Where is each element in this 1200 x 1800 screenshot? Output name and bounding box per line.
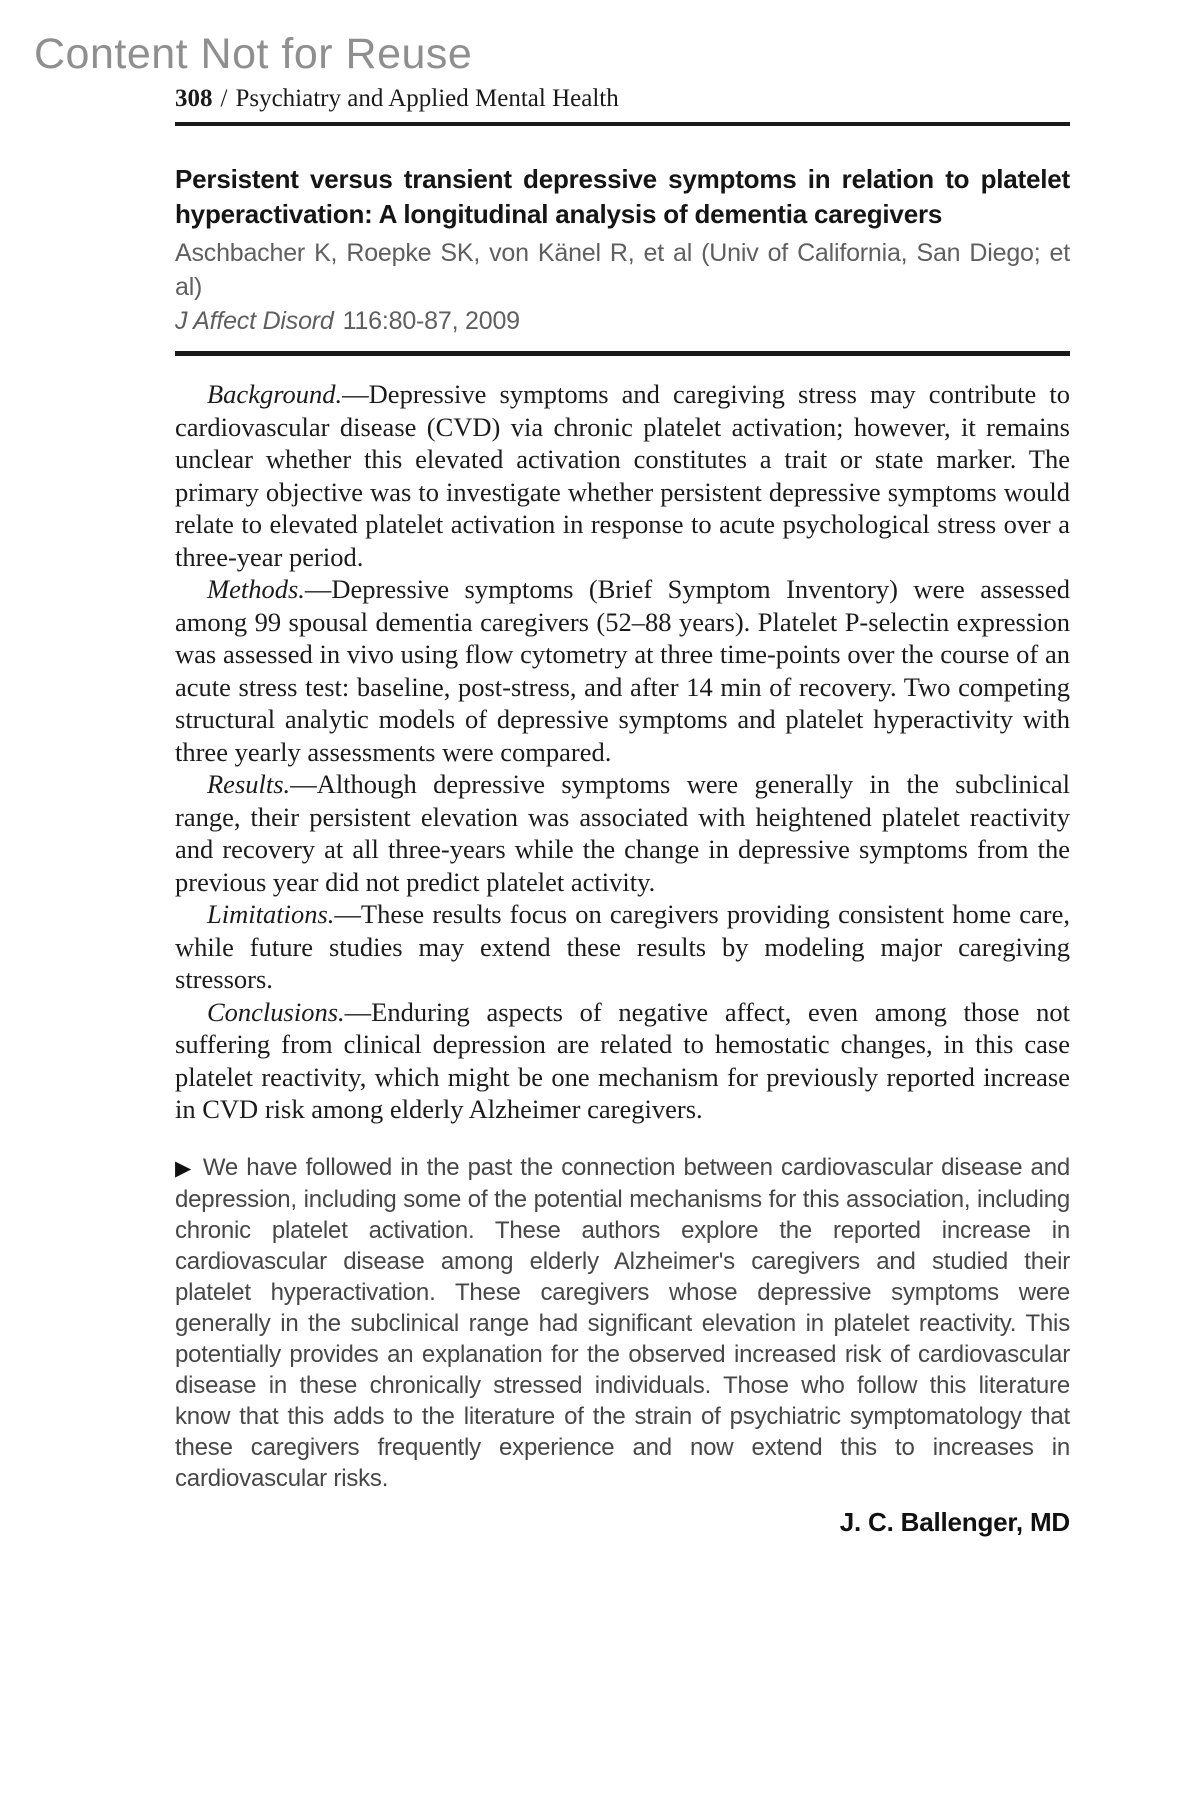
commentary-text: We have followed in the past the connection between cardiovascular disease and depression, including some of the potential mechanisms for this association, including chronic platelet activation. These authors explore the reported increase in cardiovascular disease among elderly Alzheimer's caregivers and studied their platelet hyperactivation. These caregivers whose depressive symptoms were generally in the subclinical range had significant elevation in platelet reactivity. This potentially provides an explanation for the observed increased risk of cardiovascular disease in these chronically stressed individuals. Those who follow this literature know that this adds to the literature of the strain of psychiatric symptomatology that these caregivers frequently experience and now extend this to increases in cardiovascular risks.: [175, 1153, 1070, 1492]
section-title: Psychiatry and Applied Mental Health: [235, 85, 619, 112]
abstract-text-limitations: These results focus on caregivers providing consistent home care, while future studies may extend these results by modeling major caregiving stressors.: [175, 899, 1070, 994]
abstract-paragraph-conclusions: [175, 996, 1070, 1126]
abstract-label-background: Background.: [207, 379, 343, 409]
journal-citation: 116:80-87, 2009: [342, 307, 520, 335]
abstract-paragraph-background: [175, 378, 1070, 573]
commentary-arrow-icon: ▶: [175, 1156, 193, 1180]
abstract-dash: —: [344, 996, 372, 1027]
page-header-separator: /: [220, 85, 228, 112]
abstract-paragraph-results: [175, 768, 1070, 898]
article-title: Persistent versus transient depressive symptoms in relation to platelet hyperactivation: A longitudinal analysis of dementia caregivers: [175, 164, 1070, 229]
abstract-label-results: Results.: [207, 769, 291, 799]
article-authors: Aschbacher K, Roepke SK, von Känel R, et al (Univ of California, San Diego; et al): [175, 239, 1070, 301]
abstract-dash: —: [334, 899, 361, 929]
abstract-label-limitations: Limitations.: [207, 899, 335, 929]
abstract-dash: —: [342, 379, 369, 409]
page-number: 308: [175, 85, 213, 112]
abstract-text-background: Depressive symptoms and caregiving stress may contribute to cardiovascular disease (CVD) via chronic platelet activation; however, it remains unclear whether this elevated activation constitutes a trait or state marker. The primary objective was to investigate whether persistent depressive symptoms would relate to elevated platelet activation in response to acute psychological stress over a three-year period.: [175, 379, 1070, 572]
abstract-text-methods: Depressive symptoms (Brief Symptom Inventory) were assessed among 99 spousal dementia caregivers (52–88 years). Platelet P-selectin expression was assessed in vivo using flow cytometry at three time-points over the course of an acute stress test: baseline, post-stress, and after 14 min of recovery. Two competing structural analytic models of depressive symptoms and platelet hyperactivity with three yearly assessments were compared.: [175, 574, 1070, 767]
content-not-for-reuse-watermark: Content Not for Reuse: [34, 30, 473, 78]
journal-reference: [175, 304, 1070, 338]
journal-page-content: [175, 0, 1070, 1538]
abstract-section: [175, 378, 1070, 1126]
abstract-text-conclusions: Enduring aspects of negative affect, even among those not suffering from clinical depression are related to hemostatic changes, in this case platelet reactivity, which might be one mechanism for previously reported increase in CVD risk among elderly Alzheimer caregivers.: [175, 996, 1070, 1124]
abstract-paragraph-limitations: [175, 898, 1070, 996]
abstract-dash: —: [304, 574, 332, 604]
editor-commentary: [175, 1152, 1070, 1494]
page-header: [175, 84, 1070, 114]
journal-name: J Affect Disord: [175, 307, 334, 335]
title-rule: [175, 351, 1070, 356]
header-rule: [175, 122, 1070, 126]
commentary-author-signature: J. C. Ballenger, MD: [839, 1506, 1070, 1537]
abstract-label-methods: Methods.: [207, 574, 305, 604]
abstract-dash: —: [290, 769, 317, 799]
abstract-text-results: Although depressive symptoms were generally in the subclinical range, their persistent elevation was associated with heightened platelet reactivity and recovery at all three-years while the change in depressive symptoms from the previous year did not predict platelet activity.: [175, 769, 1070, 897]
abstract-paragraph-methods: [175, 573, 1070, 768]
abstract-label-conclusions: Conclusions.: [207, 996, 345, 1027]
